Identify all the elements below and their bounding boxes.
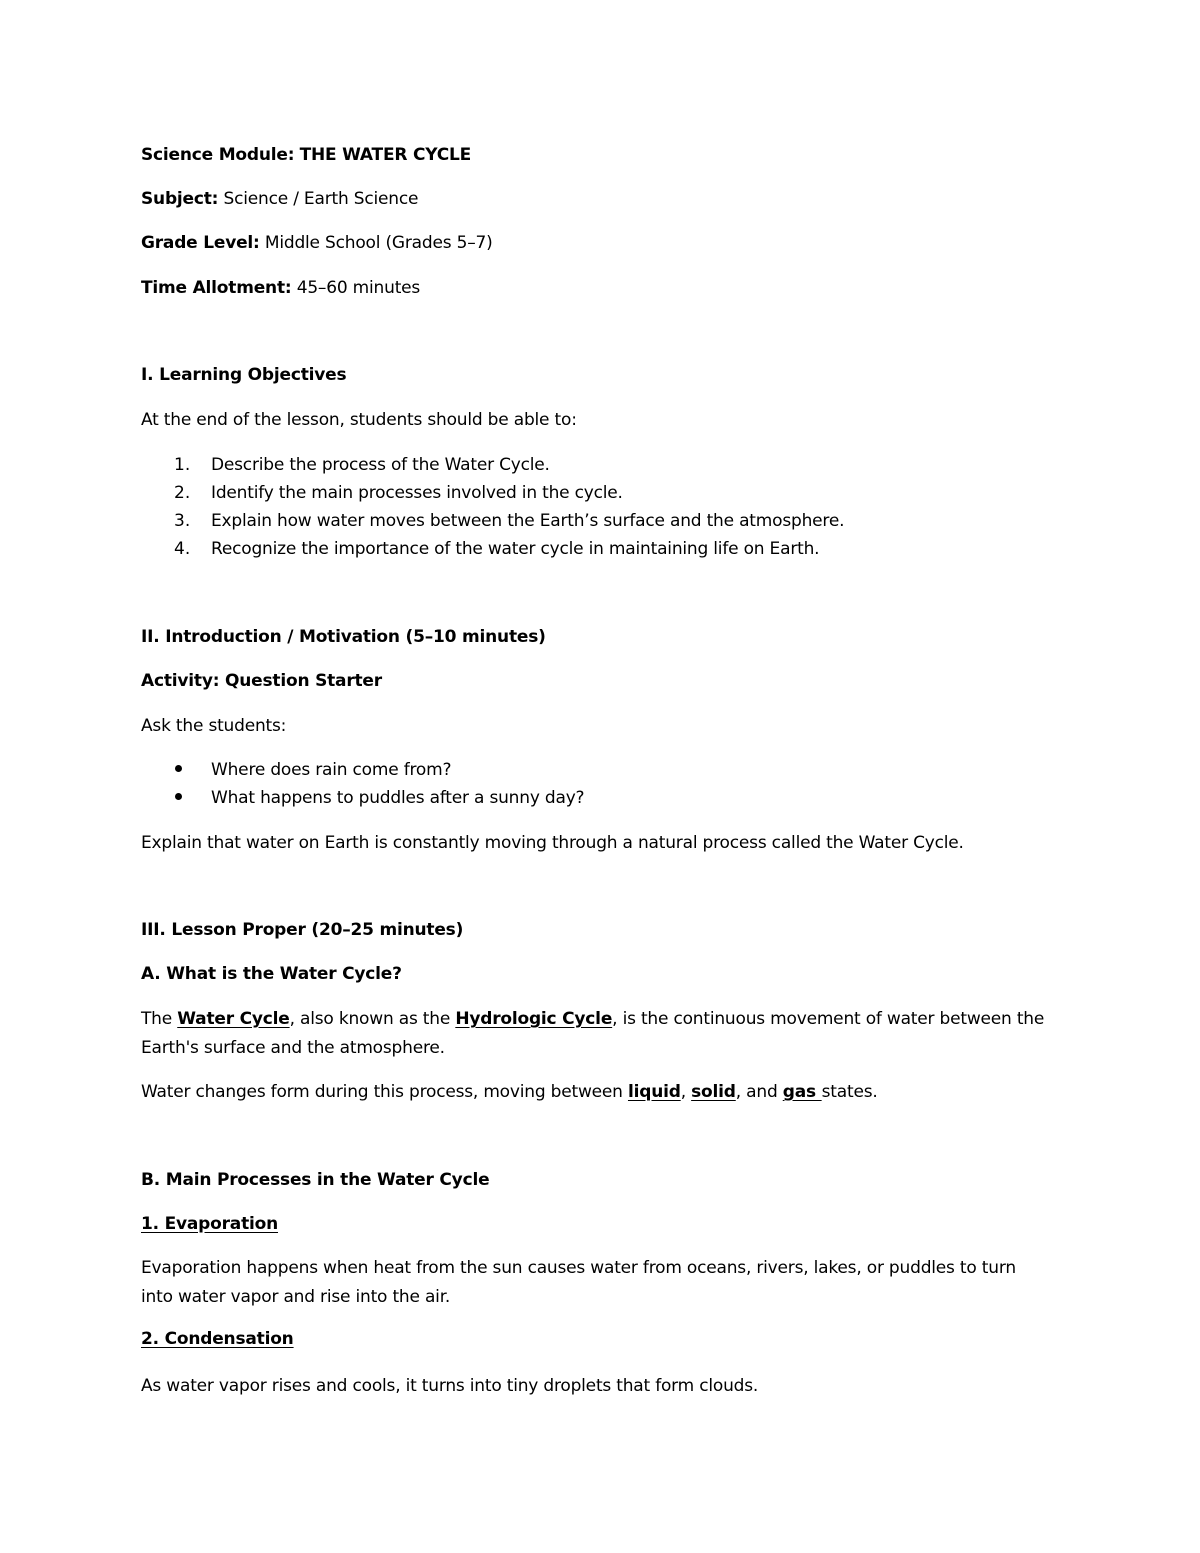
process-heading-condensation: 2. Condensation	[141, 1329, 294, 1349]
term-solid: solid	[691, 1082, 736, 1102]
module-title-line	[141, 144, 471, 166]
term-gas: gas	[782, 1082, 822, 1102]
section-heading-introduction: II. Introduction / Motivation (5–10 minutes)	[141, 627, 546, 647]
bullet-icon	[175, 765, 182, 772]
grade-value: Middle School (Grades 5–7)	[264, 233, 493, 253]
list-number: 2.	[174, 483, 191, 503]
evaporation-line-1: Evaporation happens when heat from the sun causes water from oceans, rivers, lakes, or puddles to turn	[141, 1258, 1016, 1278]
module-title-value: THE WATER CYCLE	[299, 145, 472, 165]
module-title-label: Science Module:	[141, 145, 295, 165]
term-hydrologic-cycle: Hydrologic Cycle	[455, 1009, 613, 1029]
subsection-heading-main-processes: B. Main Processes in the Water Cycle	[141, 1170, 490, 1190]
objective-item: Recognize the importance of the water cycle in maintaining life on Earth.	[211, 539, 820, 559]
activity-heading: Activity: Question Starter	[141, 671, 382, 691]
condensation-line-1: As water vapor rises and cools, it turns into tiny droplets that form clouds.	[141, 1376, 759, 1396]
definition-line-2: Earth's surface and the atmosphere.	[141, 1038, 445, 1058]
question-item: Where does rain come from?	[211, 760, 452, 780]
time-label: Time Allotment:	[141, 278, 292, 298]
section-heading-lesson-proper: III. Lesson Proper (20–25 minutes)	[141, 920, 464, 940]
grade-label: Grade Level:	[141, 233, 260, 253]
bullet-icon	[175, 793, 182, 800]
process-heading-evaporation: 1. Evaporation	[141, 1214, 279, 1234]
states-text: states.	[821, 1082, 878, 1102]
list-number: 1.	[174, 455, 191, 475]
grade-line	[141, 232, 493, 254]
definition-text: The	[141, 1009, 178, 1029]
ask-students-text: Ask the students:	[141, 716, 287, 736]
time-line	[141, 277, 420, 299]
definition-text: , also known as the	[289, 1009, 456, 1029]
objective-item: Identify the main processes involved in the cycle.	[211, 483, 623, 503]
term-water-cycle: Water Cycle	[177, 1009, 290, 1029]
objective-item: Explain how water moves between the Earth’s surface and the atmosphere.	[211, 511, 845, 531]
time-value: 45–60 minutes	[296, 278, 421, 298]
subsection-heading-what-is: A. What is the Water Cycle?	[141, 964, 402, 984]
states-line	[141, 1081, 878, 1103]
subject-line	[141, 188, 418, 210]
definition-text: , is the continuous movement of water between the	[612, 1009, 1045, 1029]
subject-label: Subject:	[141, 189, 219, 209]
list-number: 4.	[174, 539, 191, 559]
states-text: , and	[735, 1082, 783, 1102]
objective-item: Describe the process of the Water Cycle.	[211, 455, 550, 475]
question-item: What happens to puddles after a sunny day?	[211, 788, 585, 808]
definition-line-1	[141, 1008, 1044, 1030]
objectives-intro: At the end of the lesson, students should be able to:	[141, 410, 577, 430]
list-number: 3.	[174, 511, 191, 531]
subject-value: Science / Earth Science	[223, 189, 419, 209]
section-heading-objectives: I. Learning Objectives	[141, 365, 347, 385]
states-text: ,	[680, 1082, 692, 1102]
evaporation-line-2: into water vapor and rise into the air.	[141, 1287, 451, 1307]
term-liquid: liquid	[627, 1082, 681, 1102]
states-text: Water changes form during this process, moving between	[141, 1082, 628, 1102]
explain-paragraph: Explain that water on Earth is constantly moving through a natural process called the Water Cycle.	[141, 833, 964, 853]
